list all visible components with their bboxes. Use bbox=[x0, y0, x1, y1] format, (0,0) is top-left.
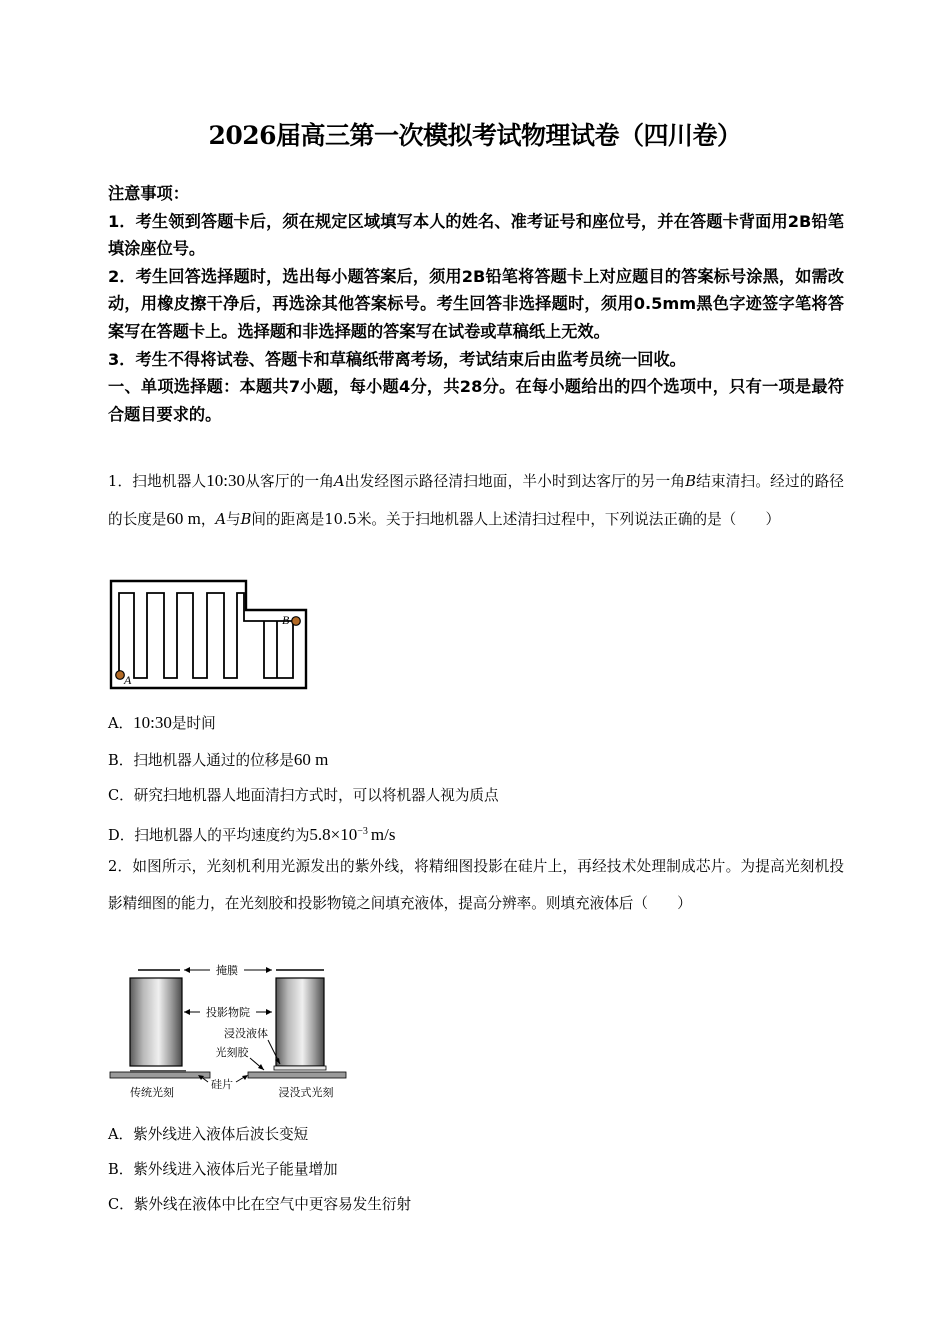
q1-text: ， bbox=[200, 511, 216, 528]
q1-time: 10:30 bbox=[206, 471, 246, 490]
caption-immersion: 浸没式光刻 bbox=[278, 1086, 334, 1099]
q2-option-b: B．紫外线进入液体后光子能量增加 bbox=[108, 1161, 338, 1178]
start-point-a-icon bbox=[116, 671, 125, 680]
page-title: 2026届高三第一次模拟考试物理试卷（四川卷） bbox=[208, 121, 742, 150]
label-resist: 光刻胶 bbox=[215, 1046, 249, 1059]
notes-item: 2．考生回答选择题时，选出每小题答案后，须用2B铅笔将答题卡上对应题目的答案标号涂黑，如需改动，用橡皮擦干净后，再选涂其他答案标号。考生回答非选择题时，须用0.5mm黑色字迹签字笔将答案写在答题卡上。选择题和非选择题的答案写在试卷或草稿纸上无效。 bbox=[108, 266, 844, 341]
lens-right-icon bbox=[276, 978, 324, 1066]
q1-option-c: C．研究扫地机器人地面清扫方式时，可以将机器人视为质点 bbox=[108, 787, 499, 804]
question-2-stem bbox=[108, 848, 844, 922]
label-liquid: 浸没液体 bbox=[224, 1027, 268, 1040]
lithography-figure bbox=[108, 958, 348, 1104]
notes-item: 3．考生不得将试卷、答题卡和草稿纸带离考场，考试结束后由监考员统一回收。 bbox=[108, 349, 686, 369]
q1-length: 60 m bbox=[166, 509, 201, 528]
figure-label-b: B bbox=[282, 613, 290, 627]
q1-text: 1．扫地机器人 bbox=[108, 473, 207, 490]
robot-path-figure bbox=[108, 578, 308, 692]
q1-text: 结束清扫。经过的路径的长度是 bbox=[108, 473, 844, 528]
q1-text: 与 bbox=[226, 511, 241, 528]
q1-text: 出发经图示路径清扫地面，半小时到达客厅的另一角 bbox=[344, 473, 686, 490]
q1-point-a: A bbox=[215, 511, 227, 528]
q1-text: 间的距离是10.5米。关于扫地机器人上述清扫过程中，下列说法正确的是（ ） bbox=[251, 511, 781, 528]
q1-option-b: B．扫地机器人通过的位移是60 m bbox=[108, 750, 329, 769]
q2-option-c: C．紫外线在液体中比在空气中更容易发生衍射 bbox=[108, 1196, 412, 1213]
label-lens: 投影物院 bbox=[206, 1006, 250, 1019]
q1-point-b: B bbox=[240, 511, 252, 528]
caption-traditional: 传统光刻 bbox=[130, 1086, 174, 1099]
q2-option-a: A．紫外线进入液体后波长变短 bbox=[108, 1126, 309, 1143]
q1-point-b: B bbox=[685, 473, 696, 490]
q1-option-d: D．扫地机器人的平均速度约为$5.8\times 10^{-3}$ m/s bbox=[108, 824, 396, 844]
question-1-stem bbox=[108, 462, 844, 538]
figure-label-a: A bbox=[124, 673, 132, 687]
notes-heading: 注意事项： bbox=[108, 184, 189, 203]
label-wafer: 硅片 bbox=[211, 1078, 233, 1091]
exam-notes bbox=[108, 180, 844, 428]
section-heading: 一、单项选择题：本题共7小题，每小题4分，共28分。在每小题给出的四个选项中，只有一项是最符合题目要求的。 bbox=[108, 377, 844, 424]
q1-text: 从客厅的一角 bbox=[245, 473, 335, 490]
lens-left-icon bbox=[130, 978, 182, 1066]
end-point-b-icon bbox=[292, 617, 301, 626]
q1-point-a: A bbox=[334, 473, 345, 490]
q1-option-a: A．10:30是时间 bbox=[108, 713, 216, 732]
q2-text: 2．如图所示，光刻机利用光源发出的紫外线，将精细图投影在硅片上，再经技术处理制成芯片。为提高光刻机投影精细图的能力，在光刻胶和投影物镜之间填充液体，提高分辨率。则填充液体后（ ） bbox=[108, 858, 844, 912]
wafer-right-icon bbox=[248, 1072, 346, 1078]
notes-item: 1．考生领到答题卡后，须在规定区域填写本人的姓名、准考证号和座位号，并在答题卡背面用2B铅笔填涂座位号。 bbox=[108, 211, 844, 259]
label-mask: 掩膜 bbox=[216, 964, 238, 977]
immersion-liquid-icon bbox=[274, 1066, 326, 1070]
